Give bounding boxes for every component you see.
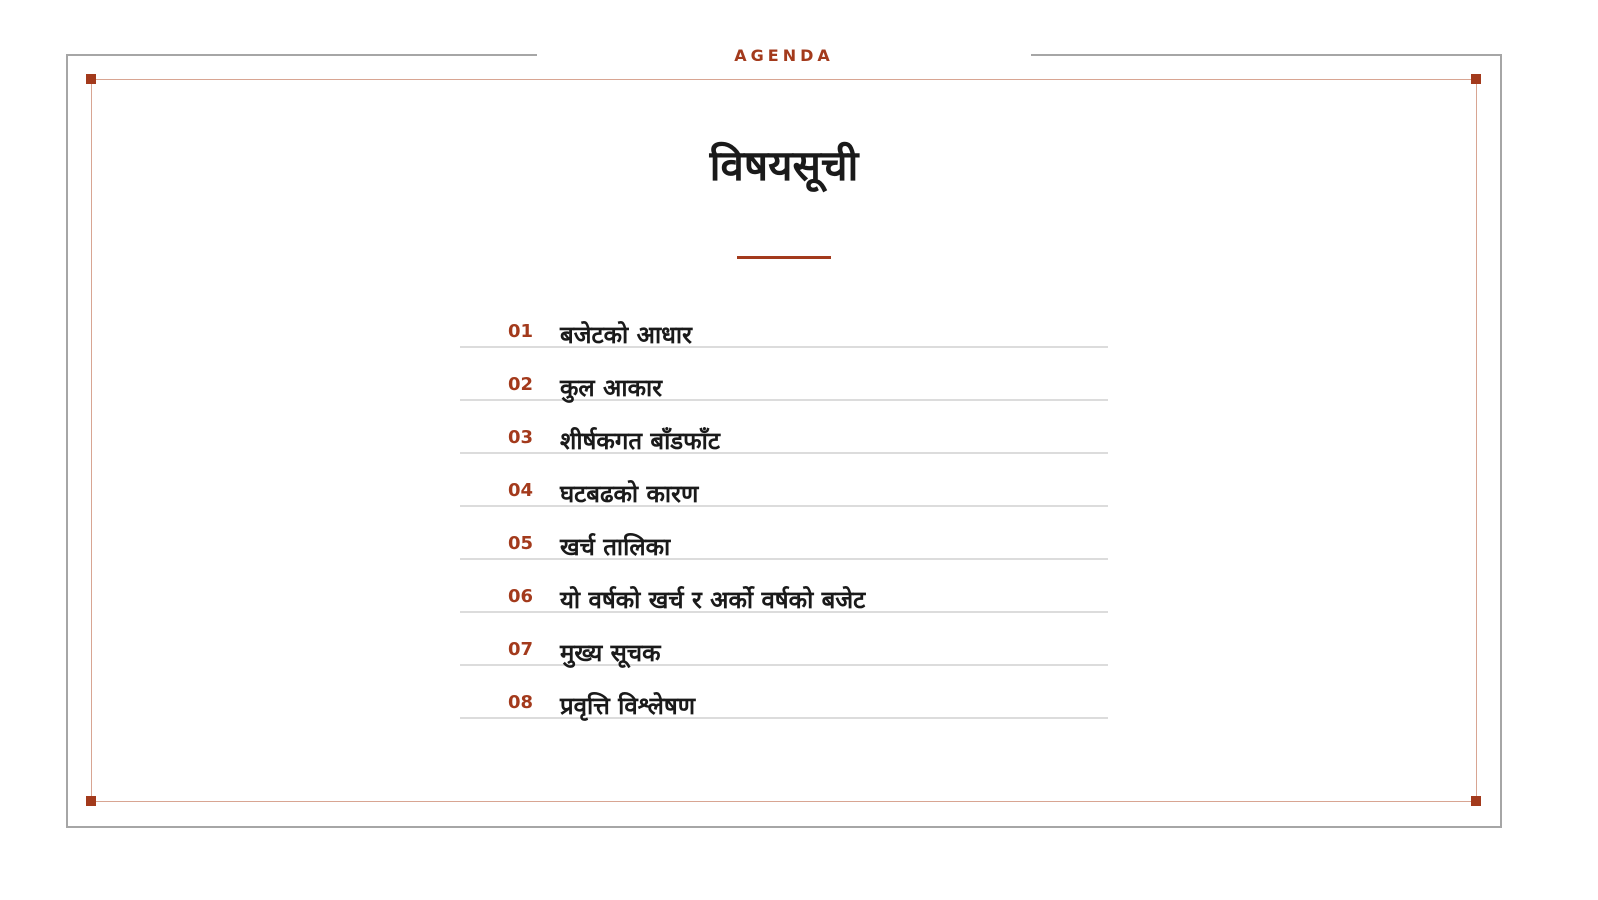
toc-item-number: 06 (508, 586, 534, 607)
page-title: विषयसूची (709, 141, 859, 190)
table-of-contents (460, 316, 1108, 719)
corner-marker-top-left (86, 74, 96, 84)
toc-item-04 (460, 454, 1108, 507)
title-underline (737, 256, 831, 259)
toc-item-05 (460, 507, 1108, 560)
corner-marker-bottom-right (1471, 796, 1481, 806)
toc-item-label: कुल आकार (560, 374, 663, 402)
toc-item-number: 01 (508, 321, 534, 342)
corner-marker-top-right (1471, 74, 1481, 84)
toc-item-label: शीर्षकगत बाँडफाँट (560, 427, 720, 455)
toc-item-03 (460, 401, 1108, 454)
toc-item-number: 04 (508, 480, 534, 501)
toc-item-label: खर्च तालिका (560, 533, 671, 561)
toc-item-number: 08 (508, 692, 534, 713)
toc-item-number: 05 (508, 533, 534, 554)
corner-marker-bottom-left (86, 796, 96, 806)
toc-item-07 (460, 613, 1108, 666)
toc-item-02 (460, 348, 1108, 401)
section-label: AGENDA (734, 46, 834, 65)
toc-item-08 (460, 666, 1108, 719)
toc-item-label: यो वर्षको खर्च र अर्को वर्षको बजेट (560, 586, 866, 614)
toc-item-label: बजेटको आधार (560, 321, 692, 349)
toc-item-06 (460, 560, 1108, 613)
toc-item-label: प्रवृत्ति विश्लेषण (560, 692, 696, 720)
toc-item-01 (460, 316, 1108, 348)
toc-item-number: 03 (508, 427, 534, 448)
toc-item-number: 07 (508, 639, 534, 660)
toc-item-number: 02 (508, 374, 534, 395)
toc-item-label: मुख्य सूचक (560, 639, 661, 667)
toc-item-label: घटबढको कारण (560, 480, 699, 508)
